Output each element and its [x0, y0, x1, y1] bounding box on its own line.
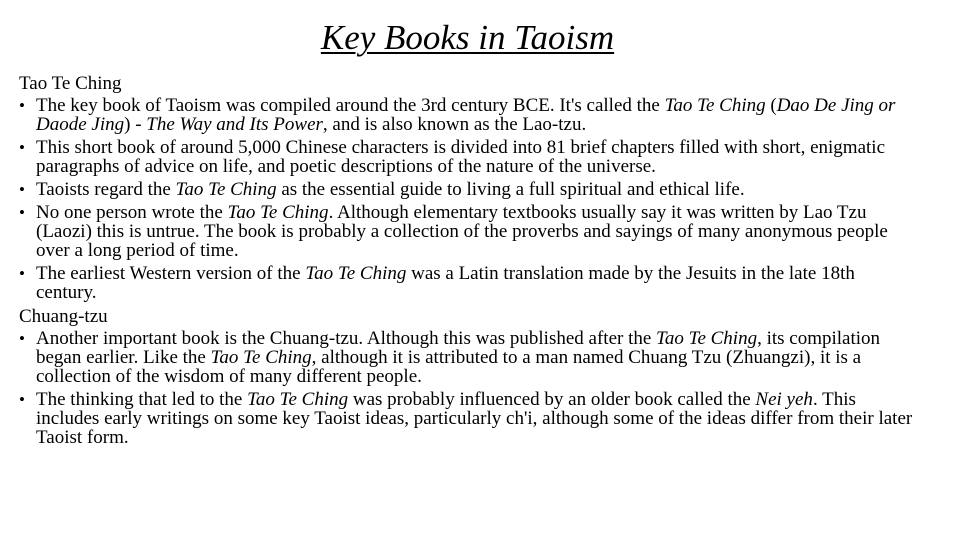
bullet-text — [36, 95, 895, 135]
bullet-text — [36, 389, 912, 448]
text-run: , although it is attributed to a man named Chuang Tzu (Zhuangzi), it is a collection of the wisdom of many different people. — [36, 347, 862, 387]
text-run: , and is also known as the Lao-tzu. — [322, 114, 587, 135]
bullet-icon — [19, 138, 31, 157]
slide-content — [19, 73, 916, 447]
section-heading-tao-te-ching: Tao Te Ching — [19, 73, 122, 94]
bullet-icon — [19, 203, 31, 222]
bullet-item — [19, 96, 916, 134]
italic-title-text: Dao De Jing or Daode Jing — [36, 95, 896, 135]
bullet-item — [19, 329, 916, 386]
text-run: . This includes early writings on some key Taoist ideas, particularly ch'i, although some of the ideas differ from their later Taoist form. — [36, 389, 913, 448]
text-run: Taoists regard the — [36, 179, 176, 200]
text-run: No one person wrote the — [36, 202, 228, 223]
italic-title-text: Tao Te Ching — [175, 179, 277, 200]
text-run: . Although elementary textbooks usually say it was written by Lao Tzu (Laozi) this is untrue. The book is probably a collection of the proverbs and sayings of many anonymous people over a long period of time. — [36, 202, 888, 261]
text-run: as the essential guide to living a full spiritual and ethical life. — [276, 179, 745, 200]
text-run: The key book of Taoism was compiled around the 3rd century BCE. It's called the — [36, 95, 665, 116]
bullet-text — [36, 179, 745, 200]
text-run: Another important book is the Chuang-tzu. Although this was published after the — [36, 328, 657, 349]
bullet-icon — [19, 264, 31, 283]
text-run: was a Latin translation made by the Jesuits in the late 18th century. — [36, 263, 855, 303]
italic-title-text: Nei yeh — [755, 389, 813, 410]
section-heading-chuang-tzu: Chuang-tzu — [19, 306, 108, 327]
text-run: ( — [765, 95, 777, 116]
bullet-text — [36, 137, 885, 177]
bullet-icon — [19, 180, 31, 199]
text-run: The thinking that led to the — [36, 389, 248, 410]
italic-title-text: Tao Te Ching — [210, 347, 312, 368]
bullet-text — [36, 202, 888, 261]
italic-title-text: Tao Te Ching — [664, 95, 766, 116]
italic-title-text: Tao Te Ching — [227, 202, 329, 223]
bullet-list-chuang-tzu — [19, 329, 916, 447]
text-run: The earliest Western version of the — [36, 263, 306, 284]
bullet-icon — [19, 96, 31, 115]
bullet-item — [19, 264, 916, 302]
italic-title-text: The Way and Its Power — [146, 114, 323, 135]
bullet-icon — [19, 329, 31, 348]
bullet-text — [36, 263, 855, 303]
bullet-item — [19, 180, 916, 199]
text-run: was probably influenced by an older book called the — [348, 389, 756, 410]
bullet-item — [19, 138, 916, 176]
bullet-item — [19, 203, 916, 260]
bullet-item — [19, 390, 916, 447]
italic-title-text: Tao Te Ching — [247, 389, 349, 410]
italic-title-text: Tao Te Ching — [656, 328, 758, 349]
text-run: , its compilation began earlier. Like the — [36, 328, 881, 368]
text-run: This short book of around 5,000 Chinese characters is divided into 81 brief chapters filled with short, enigmatic paragraphs of advice on life, and poetic descriptions of the nature of the universe. — [36, 137, 885, 177]
bullet-list-tao-te-ching — [19, 96, 916, 302]
slide-title: Key Books in Taoism — [320, 18, 615, 57]
bullet-text — [36, 328, 880, 387]
italic-title-text: Tao Te Ching — [305, 263, 407, 284]
text-run: ) - — [124, 114, 147, 135]
bullet-icon — [19, 390, 31, 409]
